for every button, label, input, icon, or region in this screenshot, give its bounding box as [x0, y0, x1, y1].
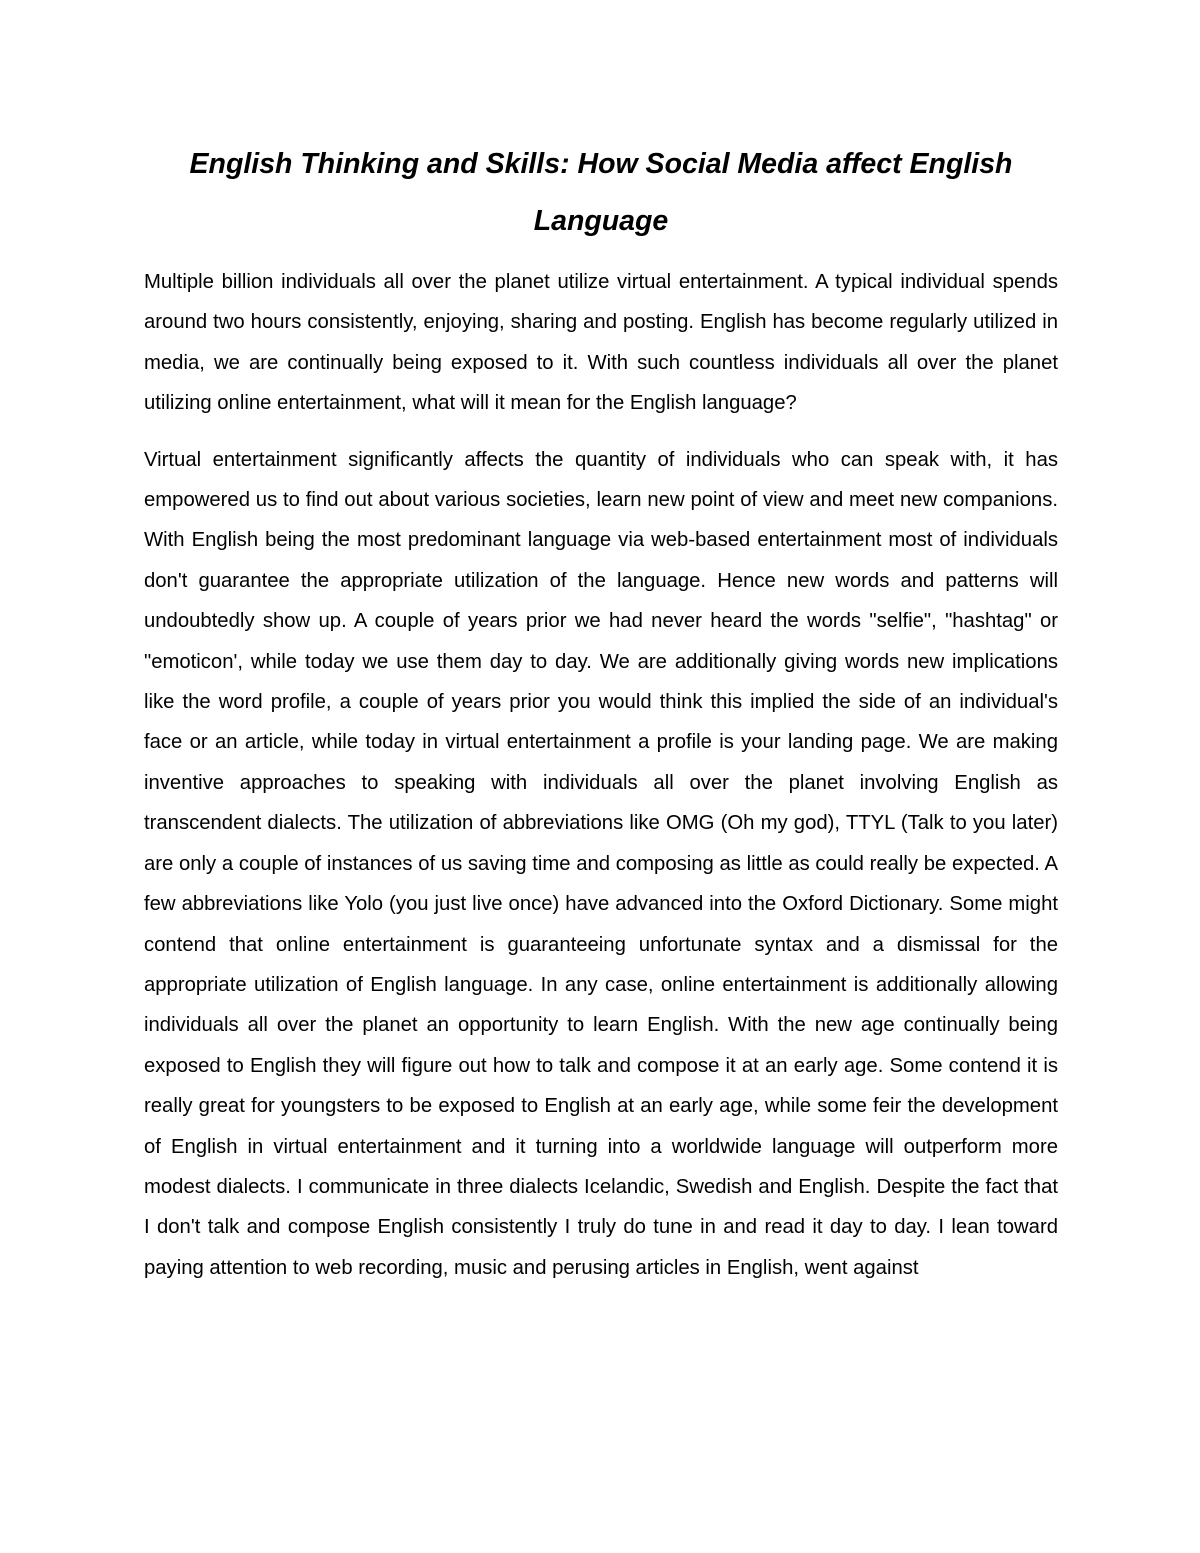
paragraph-body: Virtual entertainment significantly affects the quantity of individuals who can speak with, it has empowered us to find out about various societies, learn new point of view and meet new companions. With English being the most predominant language via web-based entertainment most of individuals don't guarantee the appropriate utilization of the language. Hence new words and patterns will undoubtedly show up. A couple of years prior we had never heard the words "selfie", "hashtag" or "emoticon', while today we use them day to day. We are additionally giving words new implications like the word profile, a couple of years prior you would think this implied the side of an individual's face or an article, while today in virtual entertainment a profile is your landing page. We are making inventive approaches to speaking with individuals all over the planet involving English as transcendent dialects. The utilization of abbreviations like OMG (Oh my god), TTYL (Talk to you later) are only a couple of instances of us saving time and composing as little as could really be expected. A few abbreviations like Yolo (you just live once) have advanced into the Oxford Dictionary. Some might contend that online entertainment is guaranteeing unfortunate syntax and a dismissal for the appropriate utilization of English language. In any case, online entertainment is additionally allowing individuals all over the planet an opportunity to learn English. With the new age continually being exposed to English they will figure out how to talk and compose it at an early age. Some contend it is really great for youngsters to be exposed to English at an early age, while some feir the development of English in virtual entertainment and it turning into a worldwide language will outperform more modest dialects. I communicate in three dialects Icelandic, Swedish and English. Despite the fact that I don't talk and compose English consistently I truly do tune in and read it day to day. I lean toward paying attention to web recording, music and perusing articles in English, went against: [144, 448, 1058, 1279]
paragraph-intro: Multiple billion individuals all over the planet utilize virtual entertainment. A typical individual spends around two hours consistently, enjoying, sharing and posting. English has become regularly utilized in media, we are continually being exposed to it. With such countless individuals all over the planet utilizing online entertainment, what will it mean for the English language?: [144, 271, 1058, 415]
document-title: English Thinking and Skills: How Social Media affect English Language: [189, 148, 1013, 237]
document-body: [144, 136, 1058, 1288]
